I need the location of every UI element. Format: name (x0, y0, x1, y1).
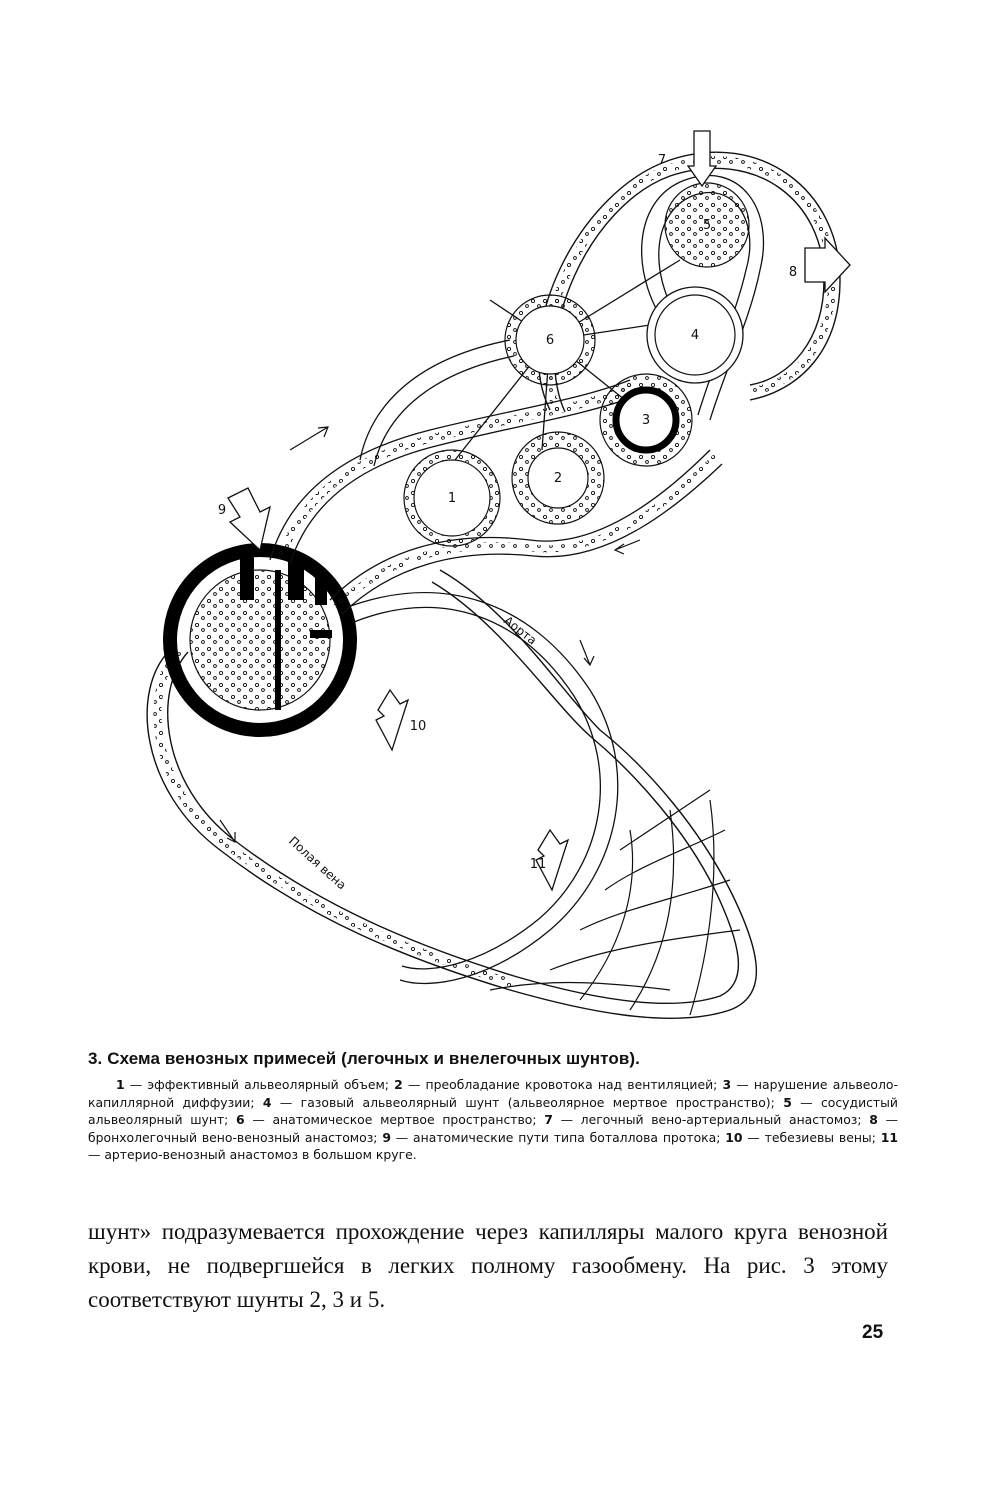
legend-num: 5 (783, 1094, 792, 1110)
page-number: 25 (862, 1322, 884, 1343)
aorta-vessel (340, 593, 618, 984)
legend-text: — тебезиевы вены; (742, 1129, 881, 1145)
heart (170, 550, 350, 730)
figure-caption-title: 3. Схема венозных примесей (легочных и внелегочных шунтов). (88, 1049, 640, 1068)
label-7: 7 (657, 153, 667, 168)
venous-admixture-diagram (110, 130, 910, 1050)
legend-num: 9 (382, 1129, 391, 1145)
legend-text: — сосудистый альвеолярный шунт; (88, 1094, 898, 1128)
legend-num: 4 (262, 1094, 272, 1110)
arrow-10 (376, 690, 408, 750)
vena-cava-label: Полая вена (285, 833, 349, 893)
legend-text: — бронхолегочный вено-венозный анастомоз; (88, 1112, 898, 1145)
legend-num: 1 (116, 1077, 125, 1092)
label-6: 6 (545, 333, 555, 348)
label-8: 8 (788, 265, 798, 280)
label-9: 9 (217, 503, 227, 518)
legend-text: — нарушение альвеоло-капиллярной диффузии; (88, 1077, 898, 1110)
systemic-capillary-network (490, 790, 740, 1015)
legend-text: — эффективный альвеолярный объем; (124, 1077, 395, 1092)
legend-num: 3 (722, 1077, 732, 1092)
arrow-9 (228, 488, 270, 550)
legend-text: — артерио-венозный анастомоз в большом круге. (88, 1147, 417, 1163)
label-2: 2 (553, 471, 563, 486)
body-paragraph: шунт» подразумевается прохождение через капилляры малого круга венозной крови, не подвергшейся в легких полному газообмену. На рис. 3 этому соответствуют шунты 2, 3 и 5. (88, 1219, 888, 1312)
legend-num: 6 (236, 1112, 245, 1128)
legend-text: — газовый альвеолярный шунт (альвеолярное мертвое пространство); (271, 1094, 784, 1110)
label-1: 1 (447, 491, 457, 506)
legend-text: — анатомические пути типа боталлова протока; (390, 1129, 726, 1145)
legend-text: — легочный вено-артериальный анастомоз; (552, 1112, 870, 1128)
label-4: 4 (690, 328, 700, 343)
legend-num: 2 (394, 1077, 403, 1092)
legend-num: 10 (725, 1129, 743, 1145)
legend-text: — анатомическое мертвое пространство; (244, 1112, 545, 1128)
label-11: 11 (529, 857, 547, 872)
legend-num: 7 (544, 1112, 553, 1128)
label-5: 5 (702, 218, 712, 233)
label-3: 3 (641, 413, 651, 428)
figure-caption-legend (88, 1076, 898, 1164)
arrow-8 (805, 238, 850, 292)
label-10: 10 (409, 719, 427, 734)
legend-num: 11 (880, 1129, 898, 1145)
legend-num: 8 (869, 1112, 878, 1128)
aorta-label: Аорта (501, 613, 540, 648)
legend-text: — преобладание кровотока над вентиляцией; (402, 1077, 723, 1092)
